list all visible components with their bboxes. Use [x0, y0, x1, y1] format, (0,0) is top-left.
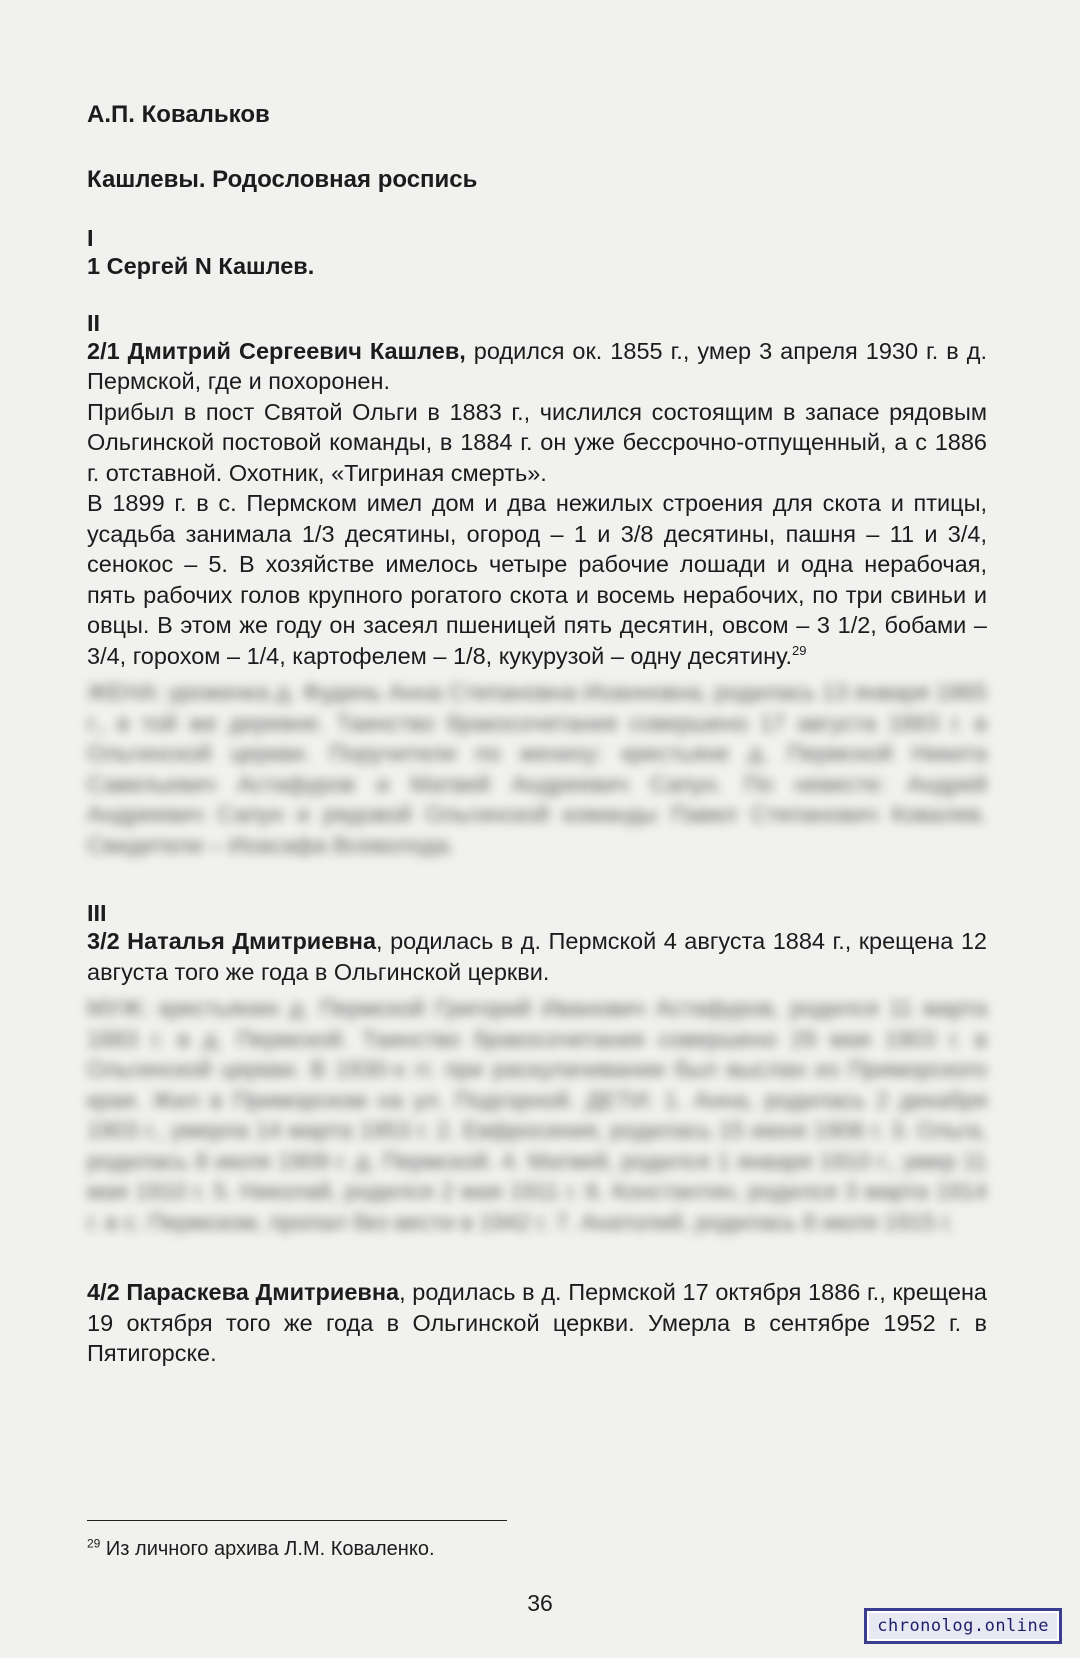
footnote-text: Из личного архива Л.М. Коваленко. — [100, 1538, 435, 1560]
generation-numeral-3: III — [87, 900, 107, 926]
generation-numeral-1: I — [87, 225, 94, 251]
person-entry-4 — [87, 1277, 987, 1369]
person-name-4: 4/2 Параскева Дмитриевна — [87, 1279, 400, 1305]
watermark-badge: chronolog.online — [864, 1608, 1062, 1644]
person-name-2: 2/1 Дмитрий Сергеевич Кашлев, — [87, 337, 466, 364]
footnote — [87, 1538, 435, 1561]
footnote-divider — [87, 1520, 507, 1521]
person-details-2: родился ок. 1855 г., умер 3 апреля 1930 г. в д. Пермской, где и похоронен. — [87, 337, 987, 394]
document-title: Кашлевы. Родословная роспись — [87, 165, 478, 193]
footnote-number: 29 — [87, 1536, 101, 1551]
person-entry-3 — [87, 926, 987, 987]
redacted-block-2: МУЖ: крестьянин д. Пермской Григорий Иванович Астафуров, родился 11 марта 1883 г. в д. Пермской. Таинство бракосочетания совершено 29 мая 1903 г. в Ольгинской церкви. В 1930-х гг. при раскулачивании был выслан из Приморского края. Жил в Приморском на ул. Подгорной. ДЕТИ: 1. Анна, родилась 2 декабря 1903 г., умерла 14 марта 1953 г. 2. Евфросиния, родилась 15 июня 1906 г. 3. Ольга, родилась 8 июля 1909 г. д. Пермской. 4. Матвей, родился 1 января 1910 г., умер 11 мая 1910 г. 5. Николай, родился 2 мая 1911 г. 6. Константин, родился 3 марта 1914 г. в с. Пермском, пропал без вести в 1942 г. 7. Анатолий, родилась 8 июля 1915 г. — [87, 995, 987, 1235]
page-content — [87, 100, 987, 1369]
footnote-reference: 29 — [792, 642, 807, 658]
biography-paragraph-2-text: В 1899 г. в с. Пермском имел дом и два нежилых строения для скота и птицы, усадьба занимала 1/3 десятины, огород – 1 и 3/8 десятины, пашня – 11 и 3/4, сенокос – 5. В хозяйстве имелось четыре рабочие лошади и одна нерабочая, пять рабочих голов крупного рогатого скота и восемь нерабочих, по три свиньи и овцы. В этом же году он засеял пшеницей пять десятин, овсом – 3 1/2, бобами – 3/4, горохом – 1/4, картофелем – 1/8, кукурузой – одну десятину. — [87, 490, 987, 669]
page-number: 36 — [527, 1590, 553, 1616]
author-name: А.П. Ковальков — [87, 101, 270, 128]
person-entry-1: 1 Сергей N Кашлев. — [87, 253, 315, 279]
person-details-3: , родилась в д. Пермской 4 августа 1884 г., крещена 12 августа того же года в Ольгинской церкви. — [87, 928, 987, 985]
biography-paragraph-1: Прибыл в пост Святой Ольги в 1883 г., числился состоящим в запасе рядовым Ольгинской постовой команды, в 1884 г. он уже бессрочно-отпущенный, а с 1886 г. отставной. Охотник, «Тигриная смерть». — [87, 398, 987, 486]
person-details-4: , родилась в д. Пермской 17 октября 1886 г., крещена 19 октября того же года в Ольгинской церкви. Умерла в сентябре 1952 г. в Пятигорске. — [87, 1279, 987, 1366]
biography-paragraph-2 — [87, 488, 987, 671]
person-name-3: 3/2 Наталья Дмитриевна — [87, 928, 377, 954]
generation-numeral-2: II — [87, 309, 101, 336]
person-entry-2 — [87, 336, 987, 397]
redacted-block-1: ЖЕНА: уроженка д. Фудинь Анна Степановна Иоанновна, родилась 13 января 1865 г., в той же деревне. Таинство бракосочетания совершено 17 августа 1883 г. в Ольгинской церкви. Поручители по жениху: крестьяне д. Пермской Никита Савельевич Астафуров и Матвей Андреевич Сапун. По невесте: Андрей Андреевич Сапун и рядовой Ольгинской команды Павел Степанович Ковалев. Свидетели – Иоасафа Всеволода. — [87, 679, 987, 858]
